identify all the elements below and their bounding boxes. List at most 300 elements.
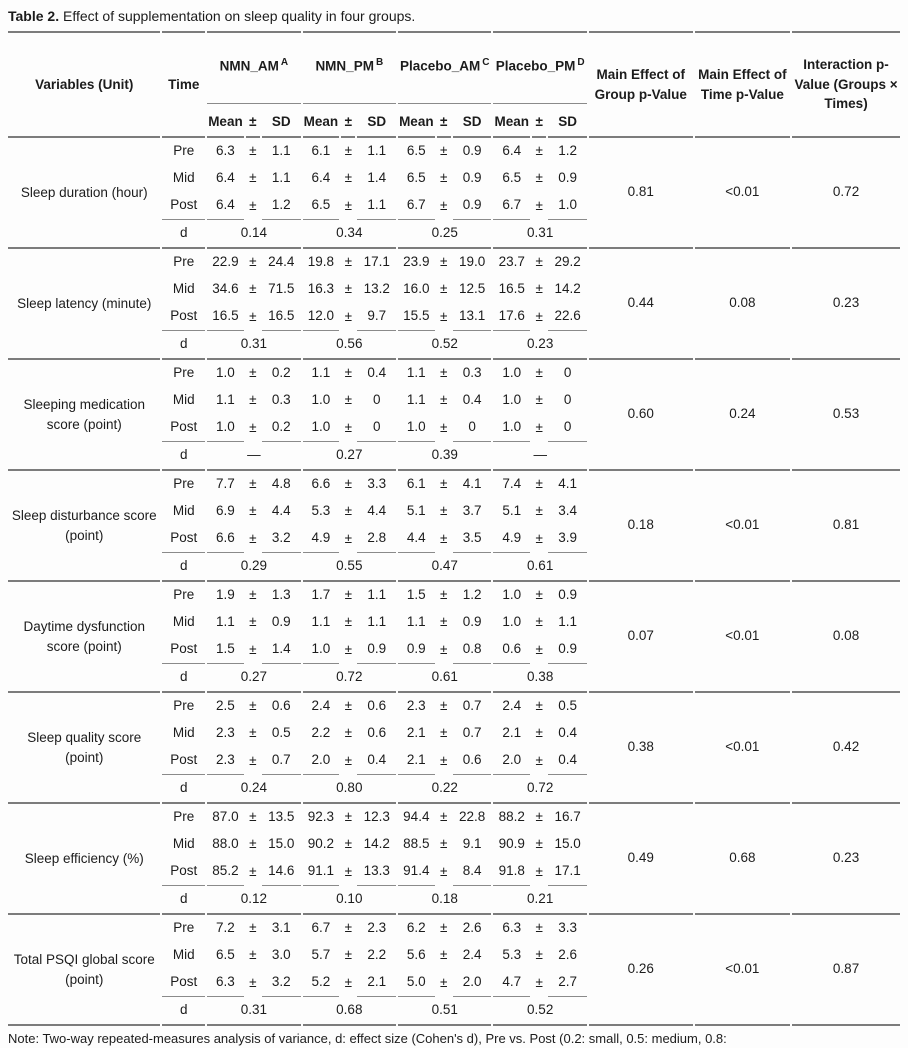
time-cell: Mid <box>172 614 195 630</box>
sd-cell: 1.3 <box>271 587 291 603</box>
table-caption-text: Effect of supplementation on sleep quality in four groups. <box>62 8 416 24</box>
sd-cell: 1.1 <box>558 614 577 630</box>
d-label-cell: d <box>162 220 205 249</box>
sd-cell: 1.1 <box>367 587 387 603</box>
plus-minus-symbol: ± <box>440 725 448 741</box>
sd-cell: 16.5 <box>262 303 301 331</box>
sd-cell: 0.6 <box>271 698 291 714</box>
plus-minus-symbol: ± <box>440 503 448 519</box>
variable-cell: Sleep latency (minute) <box>8 249 160 360</box>
sd-cell: 9.7 <box>357 303 396 331</box>
mean-cell: 94.4 <box>403 809 430 825</box>
plus-minus-symbol: ± <box>440 698 448 714</box>
mean-cell: 1.1 <box>216 614 235 630</box>
sd-cell: 4.1 <box>462 476 482 492</box>
mean-cell: 1.1 <box>406 614 426 630</box>
plus-minus-symbol: ± <box>440 641 448 657</box>
time-cell: Mid <box>172 281 195 297</box>
sd-cell: 1.2 <box>262 192 301 220</box>
group-superscript: A <box>280 56 289 68</box>
sd-cell: 0.2 <box>271 365 291 381</box>
mean-cell: 12.0 <box>303 303 340 331</box>
mean-cell: 88.0 <box>212 836 239 852</box>
data-row <box>8 471 900 498</box>
plus-minus-symbol: ± <box>249 947 257 963</box>
sd-cell: 2.7 <box>548 969 587 997</box>
sd-cell: 0.4 <box>462 392 482 408</box>
plus-minus-symbol: ± <box>249 614 257 630</box>
mean-label: Mean <box>493 104 530 138</box>
mean-cell: 7.2 <box>216 920 235 936</box>
mean-cell: 5.1 <box>406 503 426 519</box>
time-cell: Mid <box>172 725 195 741</box>
sd-cell: 4.8 <box>271 476 291 492</box>
d-value-cell: — <box>207 442 300 471</box>
sd-cell: 0.7 <box>462 698 482 714</box>
mean-cell: 6.1 <box>311 143 331 159</box>
plus-minus-symbol: ± <box>344 698 352 714</box>
mean-label: Mean <box>398 104 435 138</box>
plus-minus-symbol: ± <box>249 752 257 768</box>
sd-cell: 3.2 <box>262 525 301 553</box>
plus-minus-symbol: ± <box>535 947 543 963</box>
mean-label: Mean <box>207 104 244 138</box>
plus-minus-symbol: ± <box>344 614 352 630</box>
mean-cell: 22.9 <box>212 254 239 270</box>
sd-cell: 14.6 <box>262 858 301 886</box>
mean-cell: 6.5 <box>303 192 340 220</box>
plus-minus-symbol: ± <box>535 254 543 270</box>
sd-cell: 1.1 <box>357 192 396 220</box>
group-name: NMN_PM <box>315 58 374 74</box>
plus-minus-symbol: ± <box>344 503 352 519</box>
p-time-cell: <0.01 <box>695 693 791 804</box>
p-interaction-cell: 0.81 <box>792 471 900 582</box>
plus-minus-symbol: ± <box>249 170 257 186</box>
plus-minus-symbol: ± <box>344 920 352 936</box>
p-interaction-cell: 0.53 <box>792 360 900 471</box>
sd-cell: 1.1 <box>367 614 387 630</box>
mean-cell: 5.6 <box>406 947 426 963</box>
p-time-cell: <0.01 <box>695 138 791 249</box>
plus-minus-symbol: ± <box>440 254 448 270</box>
plus-minus-symbol: ± <box>344 530 352 546</box>
plus-minus-symbol: ± <box>535 836 543 852</box>
col-header-group-placebo-pm <box>493 31 586 104</box>
sd-cell: 8.4 <box>453 858 492 886</box>
variable-cell: Sleep quality score (point) <box>8 693 160 804</box>
d-value-cell: 0.80 <box>303 775 396 804</box>
p-time-cell: 0.68 <box>695 804 791 915</box>
d-value-cell: — <box>493 442 586 471</box>
mean-cell: 1.7 <box>311 587 331 603</box>
time-cell: Pre <box>173 254 195 270</box>
mean-cell: 2.4 <box>502 698 522 714</box>
sd-cell: 1.1 <box>271 143 291 159</box>
sd-cell: 0.5 <box>558 698 577 714</box>
sd-cell: 0.9 <box>462 143 482 159</box>
variable-cell: Sleeping medication score (point) <box>8 360 160 471</box>
p-group-cell: 0.38 <box>589 693 693 804</box>
sd-cell: 0.8 <box>453 636 492 664</box>
p-group-cell: 0.49 <box>589 804 693 915</box>
plus-minus-symbol: ± <box>341 104 355 138</box>
sd-label: SD <box>357 104 396 138</box>
table-footnote: Note: Two-way repeated-measures analysis of variance, d: effect size (Cohen's d), Pre vs. Post (0.2: small, 0.5: medium, 0.8: <box>8 1031 727 1047</box>
p-time-cell: 0.24 <box>695 360 791 471</box>
sd-cell: 1.2 <box>558 143 577 159</box>
mean-cell: 5.0 <box>398 969 435 997</box>
p-time-cell: <0.01 <box>695 471 791 582</box>
plus-minus-symbol: ± <box>440 752 448 768</box>
mean-cell: 17.6 <box>493 303 530 331</box>
col-header-variables: Variables (Unit) <box>8 31 160 138</box>
plus-minus-symbol: ± <box>535 476 543 492</box>
mean-cell: 2.0 <box>303 747 340 775</box>
d-value-cell: 0.31 <box>493 220 586 249</box>
p-group-cell: 0.26 <box>589 915 693 1026</box>
mean-cell: 6.1 <box>406 476 426 492</box>
plus-minus-symbol: ± <box>249 419 257 435</box>
sd-cell: 0.9 <box>462 614 482 630</box>
mean-cell: 6.4 <box>216 170 235 186</box>
sd-cell: 0.2 <box>262 414 301 442</box>
mean-cell: 1.1 <box>406 365 426 381</box>
sd-cell: 0.3 <box>271 392 291 408</box>
time-cell: Post <box>162 858 205 886</box>
sd-cell: 24.4 <box>268 254 295 270</box>
col-header-time: Time <box>162 31 205 138</box>
p-group-cell: 0.60 <box>589 360 693 471</box>
mean-cell: 6.6 <box>207 525 244 553</box>
sd-cell: 14.2 <box>363 836 390 852</box>
sd-cell: 12.3 <box>363 809 390 825</box>
plus-minus-symbol: ± <box>246 104 260 138</box>
group-name: NMN_AM <box>219 58 279 74</box>
sd-cell: 0.4 <box>548 747 587 775</box>
sd-cell: 29.2 <box>554 254 581 270</box>
group-superscript: D <box>577 56 585 68</box>
sd-cell: 4.1 <box>558 476 577 492</box>
sd-cell: 1.2 <box>462 587 482 603</box>
p-interaction-cell: 0.08 <box>792 582 900 693</box>
sd-cell: 0.6 <box>453 747 492 775</box>
mean-cell: 6.3 <box>502 920 522 936</box>
mean-cell: 5.3 <box>311 503 331 519</box>
time-cell: Post <box>162 969 205 997</box>
mean-cell: 16.0 <box>403 281 430 297</box>
mean-cell: 6.4 <box>311 170 331 186</box>
mean-cell: 6.7 <box>398 192 435 220</box>
sd-cell: 0 <box>372 392 381 408</box>
sd-cell: 9.1 <box>462 836 482 852</box>
group-name: Placebo_AM <box>399 58 481 74</box>
plus-minus-symbol: ± <box>440 197 448 213</box>
plus-minus-symbol: ± <box>344 308 352 324</box>
time-cell: Mid <box>172 836 195 852</box>
time-cell: Post <box>162 303 205 331</box>
sd-cell: 0.7 <box>262 747 301 775</box>
mean-cell: 4.4 <box>398 525 435 553</box>
plus-minus-symbol: ± <box>249 641 257 657</box>
time-cell: Post <box>162 525 205 553</box>
mean-cell: 6.5 <box>406 170 426 186</box>
d-value-cell: 0.39 <box>398 442 491 471</box>
col-header-p-time: Main Effect of Time p-Value <box>695 31 791 138</box>
group-name: Placebo_PM <box>495 58 576 74</box>
group-superscript: B <box>375 56 384 68</box>
mean-cell: 1.0 <box>502 587 522 603</box>
sd-cell: 0 <box>563 365 572 381</box>
mean-cell: 6.9 <box>216 503 235 519</box>
mean-cell: 23.7 <box>498 254 525 270</box>
mean-cell: 6.4 <box>207 192 244 220</box>
mean-cell: 19.8 <box>307 254 335 270</box>
mean-cell: 2.3 <box>216 725 235 741</box>
mean-cell: 91.1 <box>303 858 340 886</box>
plus-minus-symbol: ± <box>535 419 543 435</box>
plus-minus-symbol: ± <box>344 752 352 768</box>
mean-cell: 6.2 <box>406 920 426 936</box>
sd-cell: 0 <box>563 392 572 408</box>
plus-minus-symbol: ± <box>440 476 448 492</box>
d-label-cell: d <box>162 553 205 582</box>
d-value-cell: 0.25 <box>398 220 491 249</box>
plus-minus-symbol: ± <box>440 170 448 186</box>
plus-minus-symbol: ± <box>535 143 543 159</box>
d-value-cell: 0.38 <box>493 664 586 693</box>
sd-cell: 2.0 <box>453 969 492 997</box>
mean-cell: 1.0 <box>398 414 435 442</box>
d-value-cell: 0.21 <box>493 886 586 915</box>
d-label-cell: d <box>162 775 205 804</box>
plus-minus-symbol: ± <box>532 104 546 138</box>
mean-cell: 2.2 <box>311 725 331 741</box>
plus-minus-symbol: ± <box>440 809 448 825</box>
d-value-cell: 0.31 <box>207 331 300 360</box>
d-label-cell: d <box>162 886 205 915</box>
sd-cell: 0.4 <box>558 725 577 741</box>
mean-cell: 6.4 <box>502 143 522 159</box>
plus-minus-symbol: ± <box>344 947 352 963</box>
mean-cell: 4.9 <box>493 525 530 553</box>
d-value-cell: 0.55 <box>303 553 396 582</box>
variable-cell: Sleep efficiency (%) <box>8 804 160 915</box>
p-group-cell: 0.07 <box>589 582 693 693</box>
mean-cell: 16.3 <box>307 281 335 297</box>
sd-cell: 2.3 <box>367 920 387 936</box>
sd-cell: 2.1 <box>357 969 396 997</box>
mean-cell: 4.9 <box>303 525 340 553</box>
plus-minus-symbol: ± <box>535 365 543 381</box>
sd-cell: 0 <box>357 414 396 442</box>
sd-cell: 3.0 <box>271 947 291 963</box>
mean-cell: 2.5 <box>216 698 235 714</box>
plus-minus-symbol: ± <box>344 809 352 825</box>
sd-cell: 13.1 <box>453 303 492 331</box>
plus-minus-symbol: ± <box>344 863 352 879</box>
mean-cell: 2.1 <box>406 725 426 741</box>
sd-cell: 0.9 <box>558 587 577 603</box>
plus-minus-symbol: ± <box>535 920 543 936</box>
d-value-cell: 0.72 <box>493 775 586 804</box>
plus-minus-symbol: ± <box>249 392 257 408</box>
mean-cell: 4.7 <box>493 969 530 997</box>
sd-cell: 0.9 <box>558 170 577 186</box>
mean-label: Mean <box>303 104 340 138</box>
time-cell: Pre <box>173 365 195 381</box>
sd-cell: 0.5 <box>271 725 291 741</box>
d-label-cell: d <box>162 664 205 693</box>
d-value-cell: 0.72 <box>303 664 396 693</box>
plus-minus-symbol: ± <box>440 947 448 963</box>
sd-cell: 17.1 <box>548 858 587 886</box>
d-value-cell: 0.51 <box>398 997 491 1026</box>
sd-cell: 15.0 <box>554 836 581 852</box>
sd-cell: 0.9 <box>357 636 396 664</box>
sd-cell: 0.6 <box>367 698 387 714</box>
plus-minus-symbol: ± <box>344 836 352 852</box>
plus-minus-symbol: ± <box>249 587 257 603</box>
p-group-cell: 0.81 <box>589 138 693 249</box>
plus-minus-symbol: ± <box>535 308 543 324</box>
sd-cell: 0.7 <box>462 725 482 741</box>
data-row <box>8 582 900 609</box>
p-time-cell: 0.08 <box>695 249 791 360</box>
variable-cell: Total PSQI global score (point) <box>8 915 160 1026</box>
d-value-cell: 0.24 <box>207 775 300 804</box>
mean-cell: 1.1 <box>406 392 426 408</box>
mean-cell: 5.1 <box>502 503 522 519</box>
table-caption <box>8 7 902 25</box>
mean-cell: 2.1 <box>398 747 435 775</box>
mean-cell: 16.5 <box>207 303 244 331</box>
plus-minus-symbol: ± <box>344 197 352 213</box>
time-cell: Post <box>162 192 205 220</box>
time-cell: Pre <box>173 698 195 714</box>
sd-label: SD <box>548 104 587 138</box>
mean-cell: 1.0 <box>502 392 522 408</box>
d-value-cell: 0.61 <box>493 553 586 582</box>
p-interaction-cell: 0.72 <box>792 138 900 249</box>
d-value-cell: 0.34 <box>303 220 396 249</box>
col-header-group-nmn-am <box>207 31 300 104</box>
sd-cell: 3.7 <box>462 503 482 519</box>
sd-cell: 13.3 <box>357 858 396 886</box>
data-row <box>8 360 900 387</box>
sd-cell: 2.8 <box>357 525 396 553</box>
mean-cell: 88.2 <box>498 809 525 825</box>
mean-cell: 2.3 <box>207 747 244 775</box>
plus-minus-symbol: ± <box>535 503 543 519</box>
plus-minus-symbol: ± <box>535 392 543 408</box>
mean-cell: 1.0 <box>216 365 235 381</box>
plus-minus-symbol: ± <box>344 254 352 270</box>
plus-minus-symbol: ± <box>344 974 352 990</box>
plus-minus-symbol: ± <box>440 308 448 324</box>
sd-cell: 0.9 <box>548 636 587 664</box>
sd-cell: 0 <box>453 414 492 442</box>
plus-minus-symbol: ± <box>249 143 257 159</box>
plus-minus-symbol: ± <box>344 365 352 381</box>
time-cell: Post <box>162 414 205 442</box>
sd-cell: 4.4 <box>367 503 387 519</box>
plus-minus-symbol: ± <box>440 614 448 630</box>
plus-minus-symbol: ± <box>344 587 352 603</box>
results-table <box>6 31 902 1026</box>
sd-cell: 16.7 <box>554 809 581 825</box>
sd-label: SD <box>262 104 301 138</box>
sd-cell: 1.1 <box>271 170 291 186</box>
time-cell: Pre <box>173 809 195 825</box>
sd-cell: 3.5 <box>453 525 492 553</box>
mean-cell: 1.9 <box>216 587 235 603</box>
variable-cell: Sleep disturbance score (point) <box>8 471 160 582</box>
col-header-p-group: Main Effect of Group p-Value <box>589 31 693 138</box>
mean-cell: 90.9 <box>498 836 525 852</box>
mean-cell: 1.0 <box>311 392 331 408</box>
plus-minus-symbol: ± <box>535 197 543 213</box>
mean-cell: 91.8 <box>493 858 530 886</box>
plus-minus-symbol: ± <box>535 614 543 630</box>
d-label-cell: d <box>162 997 205 1026</box>
plus-minus-symbol: ± <box>535 587 543 603</box>
mean-cell: 1.1 <box>216 392 235 408</box>
d-label-cell: d <box>162 442 205 471</box>
d-value-cell: 0.22 <box>398 775 491 804</box>
sd-cell: 0.9 <box>271 614 291 630</box>
plus-minus-symbol: ± <box>440 920 448 936</box>
mean-cell: 1.0 <box>303 414 340 442</box>
sd-cell: 4.4 <box>271 503 291 519</box>
sd-cell: 1.1 <box>367 143 387 159</box>
p-interaction-cell: 0.23 <box>792 804 900 915</box>
d-value-cell: 0.27 <box>303 442 396 471</box>
mean-cell: 7.4 <box>502 476 522 492</box>
sd-cell: 2.4 <box>462 947 482 963</box>
d-value-cell: 0.18 <box>398 886 491 915</box>
data-row <box>8 804 900 831</box>
sd-cell: 1.4 <box>262 636 301 664</box>
data-row <box>8 915 900 942</box>
data-row <box>8 138 900 165</box>
sd-cell: 3.2 <box>262 969 301 997</box>
mean-cell: 6.5 <box>502 170 522 186</box>
d-value-cell: 0.61 <box>398 664 491 693</box>
time-cell: Post <box>162 747 205 775</box>
plus-minus-symbol: ± <box>535 974 543 990</box>
plus-minus-symbol: ± <box>535 530 543 546</box>
time-cell: Pre <box>173 476 195 492</box>
data-row <box>8 693 900 720</box>
mean-cell: 6.7 <box>311 920 331 936</box>
plus-minus-symbol: ± <box>249 530 257 546</box>
plus-minus-symbol: ± <box>249 836 257 852</box>
d-value-cell: 0.68 <box>303 997 396 1026</box>
col-header-group-placebo-am <box>398 31 491 104</box>
plus-minus-symbol: ± <box>440 281 448 297</box>
sd-cell: 12.5 <box>459 281 486 297</box>
plus-minus-symbol: ± <box>535 809 543 825</box>
d-value-cell: 0.52 <box>493 997 586 1026</box>
mean-cell: 1.5 <box>406 587 426 603</box>
sd-cell: 3.4 <box>558 503 577 519</box>
plus-minus-symbol: ± <box>249 863 257 879</box>
p-interaction-cell: 0.42 <box>792 693 900 804</box>
plus-minus-symbol: ± <box>440 587 448 603</box>
mean-cell: 6.5 <box>406 143 426 159</box>
plus-minus-symbol: ± <box>440 143 448 159</box>
